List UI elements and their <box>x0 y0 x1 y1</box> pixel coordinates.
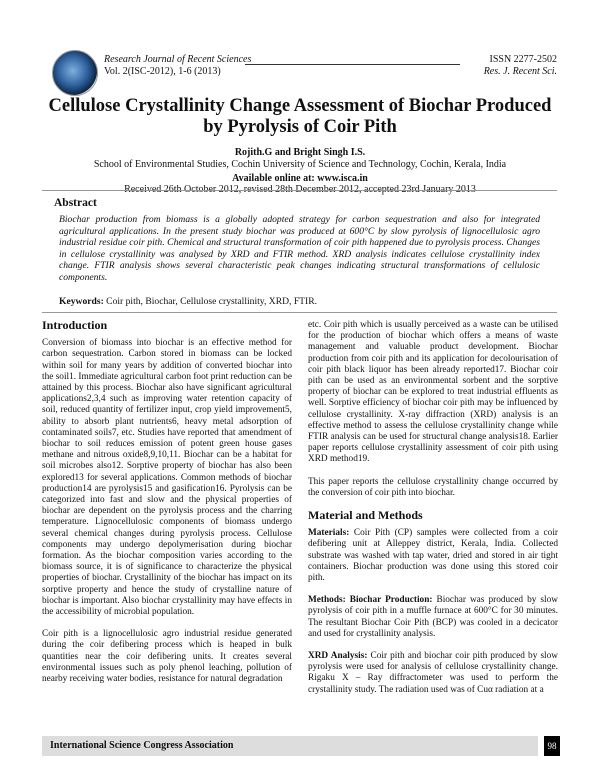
methods-heading: Material and Methods <box>308 508 423 523</box>
page-number: 98 <box>544 736 560 756</box>
abstract-divider <box>42 312 557 313</box>
materials-text: Coir Pith (CP) samples were collected from a coir defibering unit at Alleppey district, Kerala, India. Collected substrate was washed with tap water, dried and stored in air tight containers. Biochar production was done using this stored coir pith. <box>308 528 558 584</box>
intro-paragraph-3: etc. Coir pith which is usually perceived as a waste can be utilised for the production of biochar which offers a means of waste management and valuable product development. Biochar production from coir pith and its application for decolourisation of coir pith black liquor has been already reported17. Biochar coir pith can be used as an environmental sorbent and the sorptive property of biochar can be explored to treat industrial effluents as well. Sorptive efficiency of biochar coir pith may be influenced by cellulose crystallinity. X-ray diffraction (XRD) analysis is an effective method to assess the cellulose crystallinity change while FTIR analysis can be used for structural change analysis18. Earlier paper reports cellulose crystallinity assessment of coir pith using XRD method19. <box>308 320 558 465</box>
xrd-paragraph <box>308 651 558 696</box>
keywords-text: Coir pith, Biochar, Cellulose crystallinity, XRD, FTIR. <box>103 296 318 307</box>
xrd-label: XRD Analysis: <box>308 651 368 662</box>
available-online: Available online at: www.isca.in <box>232 173 368 184</box>
paper-title: Cellulose Crystallinity Change Assessment of Biochar Produced by Pyrolysis of Coir Pith <box>48 96 552 137</box>
abstract-text: Biochar production from biomass is a globally adopted strategy for carbon sequestration and also for integrated agricultural applications. In the present study biochar was produced at 600°C by slow pyrolysis of lignocellulosic agro industrial residue coir pith. Chemical and structural transformation of coir pith happened due to pyrolysis process. Changes in cellulose crystallinity was analysed by XRD and FTIR method. XRD analysis indicates cellulose crystallinity index change. FTIR analysis shows several characteristic peak changes indicating structural transformations of cellulosic components. <box>59 214 540 283</box>
received-dates: Received 26th October 2012, revised 28th December 2012, accepted 23rd January 2013 <box>124 184 476 195</box>
materials-label: Materials: <box>308 528 350 539</box>
keywords <box>59 296 317 307</box>
right-column <box>308 320 558 707</box>
left-column <box>42 320 292 696</box>
journal-volume: Vol. 2(ISC-2012), 1-6 (2013) <box>104 66 221 77</box>
journal-info <box>104 54 251 78</box>
journal-abbrev: Res. J. Recent Sci. <box>483 66 557 77</box>
intro-paragraph-1: Conversion of biomass into biochar is an effective method for carbon sequestration. Carbon stored in biomass can be locked within soil for many years by addition of converted biochar into the soil1. Immediate agricultural carbon foot print reduction can be attained by this process. Biochar also have significant agricultural applications2,3,4 such as improving water retention capacity of soil, reduced quantity of fertilizer input, crop yield improvement5, ability to absorb plant nutrients6, heavy metal adsorption of contaminated soils7, etc. Studies have reported that amendment of biochar to soil reduces emission of potent green house gases methane and nitrous oxide8,9,10,11. Biochar can be a habitat for soil microbes also12. Sorptive property of biochar has also been explored13 for several applications. Common methods of biochar production14 are pyrolysis15 and gasification16. Pyrolysis can be categorized into fast and slow and the physical properties of biochar are dependent on the pyrolysis process and the charring temperature. Lignocellulosic components of biomass undergo several chemical changes during pyrolysis process. Cellulose components may undergo depolymerisation during biochar formation. As the biochar composition varies according to the biomass source, it is of significance to characterize the physical properties of biochar. Crystallinity of the biochar has impact on its sorptive property and hence the study of crystalline nature of biochar is important. Also biochar crystallinity may have effects in the accessibility of microbial population. <box>42 338 292 618</box>
header-rule <box>245 64 460 65</box>
issn: ISSN 2277-2502 <box>489 54 557 65</box>
footer-bar: International Science Congress Association <box>42 736 538 756</box>
abstract-heading: Abstract <box>54 197 97 209</box>
intro-paragraph-4: This paper reports the cellulose crystallinity change occurred by the conversion of coir pith into biochar. <box>308 476 558 498</box>
biochar-production-paragraph <box>308 595 558 640</box>
journal-name: Research Journal of Recent Sciences <box>104 54 252 65</box>
biochar-production-text: Biochar was produced by slow pyrolysis of coir pith in a muffle furnace at 600°C for 30 minutes. The resultant Biochar Coir Pith (BCP) was cooled in a decicator and used for crystallinity analysis. <box>308 595 558 639</box>
intro-paragraph-2: Coir pith is a lignocellulosic agro industrial residue generated during the coir defibering process which is heaped in bulk quantities near the coir defibering units. It creates several environmental issues such as poly phenol leaching, pollution of nearby receiving water bodies, resistance for natural degradation <box>42 629 292 685</box>
biochar-production-label: Methods: Biochar Production: <box>308 595 433 606</box>
introduction-heading: Introduction <box>42 318 108 332</box>
authors: Rojith.G and Bright Singh I.S. <box>234 147 366 158</box>
journal-issn-block <box>484 54 557 78</box>
affiliation: School of Environmental Studies, Cochin University of Science and Technology, Cochin, Kerala, India <box>93 159 507 170</box>
keywords-label: Keywords: <box>59 296 104 307</box>
xrd-text: Coir pith and biochar coir pith produced by slow pyrolysis were used for analysis of cellulose crystallinity change. Rigaku X – Ray diffractometer was used to perform the crystallinity study. The radiation used was of Cuα radiation at a <box>308 651 559 695</box>
materials-paragraph <box>308 528 558 584</box>
journal-logo <box>52 50 98 96</box>
